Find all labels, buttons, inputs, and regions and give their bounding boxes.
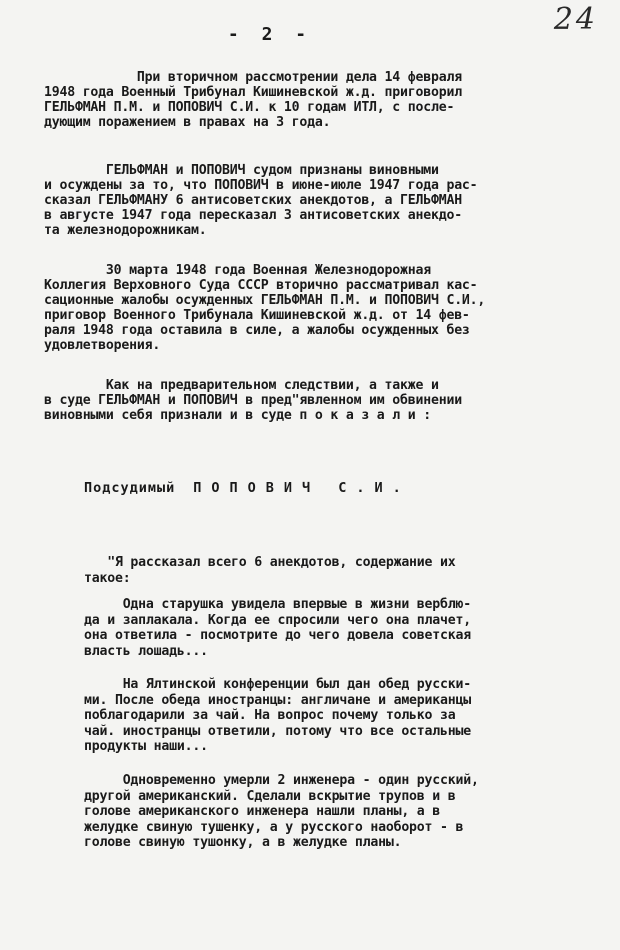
- paragraph-charges: ГЕЛЬФМАН и ПОПОВИЧ судом признаны виновными и осуждены за то, что ПОПОВИЧ в июне-июле 1947 года рас- сказал ГЕЛЬФМАНУ 6 антисоветских анекдотов, а ГЕЛЬФМАН в августе 1947 года пересказал 3 антисоветских анекдо- та железнодорожникам.: [44, 163, 478, 238]
- testimony-intro: "Я рассказал всего 6 анекдотов, содержание их такое:: [84, 555, 456, 586]
- anecdote-yalta: На Ялтинской конференции был дан обед русски- ми. После обеда иностранцы: англичане и американцы поблагодарили за чай. На вопрос почему только за чай. иностранцы ответили, потому что все остальные продукты наши...: [84, 677, 471, 754]
- anecdote-engineers: Одновременно умерли 2 инженера - один русский, другой американский. Сделали вскрытие трупов и в голове американского инженера нашли планы, а в желудке свиную тушенку, а у русского наоборот - в голове свиную тушонку, а в желудке планы.: [84, 773, 479, 850]
- handwritten-page-number: 24: [553, 2, 598, 37]
- page-number: - 2 -: [227, 24, 313, 45]
- paragraph-testimony-intro: Как на предварительном следствии, а также и в суде ГЕЛЬФМАН и ПОПОВИЧ в пред"явленном им обвинении виновными себя признали и в суде п о к а з а л и :: [44, 378, 462, 423]
- defendant-label-prefix: Подсудимый: [84, 480, 176, 496]
- defendant-label: [84, 480, 411, 496]
- paragraph-appeal: 30 марта 1948 года Военная Железнодорожная Коллегия Верховного Суда СССР вторично рассматривал кас- сационные жалобы осужденных ГЕЛЬФМАН П.М. и ПОПОВИЧ С.И., приговор Военного Трибунала Кишиневской ж.д. от 14 фев- раля 1948 года оставила в силе, а жалобы осужденных без удовлетворения.: [44, 263, 486, 353]
- defendant-name: ПОПОВИЧ С.И.: [193, 480, 411, 496]
- paragraph-retrial: При вторичном рассмотрении дела 14 февраля 1948 года Военный Трибунал Кишиневской ж.д. приговорил ГЕЛЬФМАН П.М. и ПОПОВИЧ С.И. к 10 годам ИТЛ, с после- дующим поражением в правах на 3 года.: [44, 70, 462, 130]
- anecdote-camel: Одна старушка увидела впервые в жизни верблю- да и заплакала. Когда ее спросили чего она плачет, она ответила - посмотрите до чего довела советская власть лошадь...: [84, 597, 471, 659]
